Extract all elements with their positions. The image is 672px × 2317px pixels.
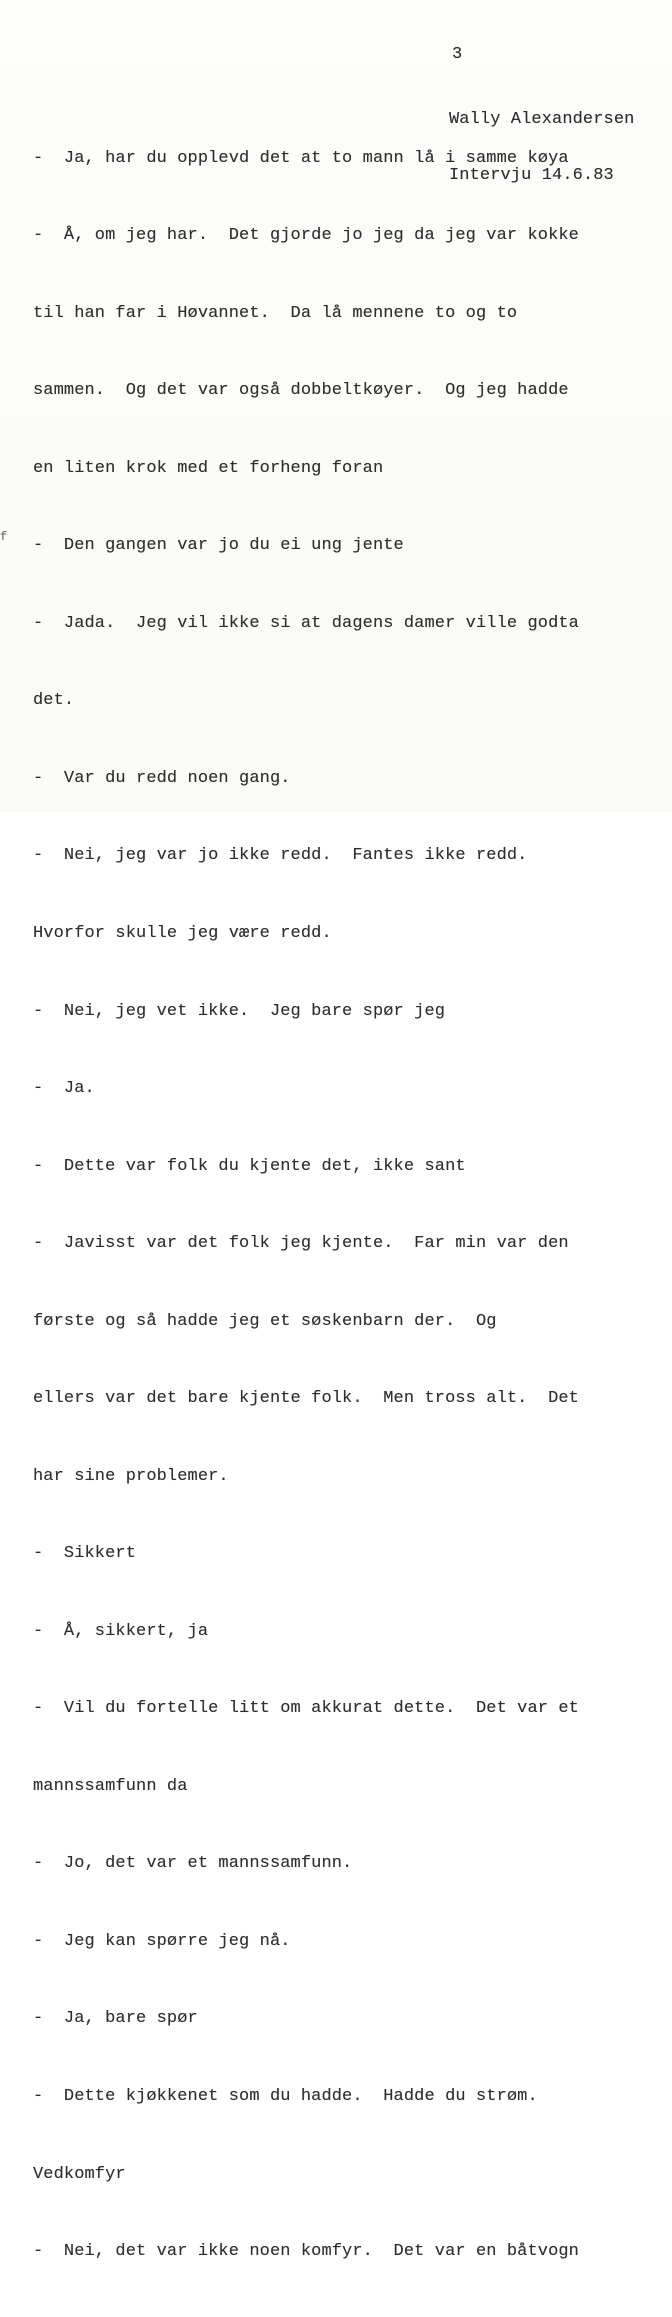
page-number: 3 (452, 45, 463, 64)
transcript-line: har sine problemer. (33, 1466, 229, 1486)
transcript-line: - Jeg kan spørre jeg nå. (33, 1931, 291, 1951)
transcript-line: første og så hadde jeg et søskenbarn der. Og (33, 1311, 497, 1331)
transcript-line: til han far i Høvannet. Da lå mennene to og to (33, 303, 518, 323)
transcript-line: - Jo, det var et mannssamfunn. (33, 1854, 353, 1874)
interviewee-name: Wally Alexandersen (449, 110, 635, 129)
transcript-line: - Dette kjøkkenet som du hadde. Hadde du strøm. (33, 2086, 538, 2106)
transcript-line: sammen. Og det var også dobbeltkøyer. Og jeg hadde (33, 381, 569, 401)
transcript-line: Vedkomfyr (33, 2164, 126, 2184)
interview-date: Intervju 14.6.83 (449, 165, 614, 185)
transcript-line: - Ja. (33, 1079, 95, 1099)
transcript-line: ellers var det bare kjente folk. Men tross alt. Det (33, 1389, 579, 1409)
transcript-line: - Nei, jeg var jo ikke redd. Fantes ikke redd. (33, 846, 528, 866)
transcript-line: - Vil du fortelle litt om akkurat dette. Det var et (33, 1699, 579, 1719)
stray-ink-mark: f (0, 530, 8, 544)
transcript-line: - Sikkert (33, 1544, 137, 1564)
transcript-line: - Javisst var det folk jeg kjente. Far min var den (33, 1234, 569, 1254)
transcript-line: en liten krok med et forheng foran (33, 458, 384, 478)
transcript-line: - Å, om jeg har. Det gjorde jo jeg da jeg var kokke (33, 226, 579, 246)
transcript-line: - Den gangen var jo du ei ung jente (33, 536, 404, 556)
transcript-line: - Ja, bare spør (33, 2009, 198, 2029)
transcript-line: mannssamfunn da (33, 1776, 188, 1796)
transcript-line: - Å, sikkert, ja (33, 1621, 209, 1641)
transcript-line: - Nei, det var ikke noen komfyr. Det var en båtvogn (33, 2242, 579, 2262)
transcript-line: - Ja, har du opplevd det at to mann lå i samme køya (33, 148, 569, 168)
transcript-line: det. (33, 691, 75, 711)
transcript-line: Hvorfor skulle jeg være redd. (33, 924, 332, 943)
transcript-line: - Dette var folk du kjente det, ikke sant (33, 1156, 466, 1176)
transcript-line: - Var du redd noen gang. (33, 768, 291, 788)
transcript-line: - Nei, jeg vet ikke. Jeg bare spør jeg (33, 1001, 446, 1021)
transcript-line: - Jada. Jeg vil ikke si at dagens damer ville godta (33, 613, 579, 633)
transcript-body (33, 94, 579, 2317)
